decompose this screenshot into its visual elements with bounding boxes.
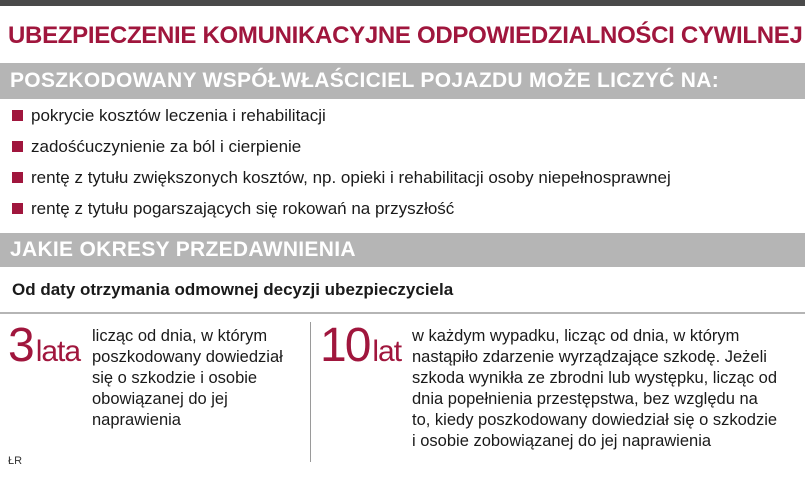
description-line: naprawienia [92,411,181,429]
list-item [12,193,671,224]
list-item [12,131,671,162]
period-number: 10 [320,319,370,372]
description-line: to, kiedy poszkodowany dowiedział się o szkodzie [412,411,778,429]
description-line: poszkodowany dowiedział [92,348,283,366]
period-value [320,319,402,372]
section1-heading: POSZKODOWANY WSPÓŁWŁAŚCICIEL POJAZDU MOŻE LICZYĆ NA: [0,63,805,99]
list-item-text: rentę z tytułu zwiększonych kosztów, np. opieki i rehabilitacji osoby niepełnosprawnej [31,168,671,187]
period-unit: lat [372,335,402,368]
description-line: się o szkodzie i osobie [92,369,258,387]
list-item-text: zadośćuczynienie za ból i cierpienie [31,137,302,156]
period-number: 3 [8,319,33,372]
top-bar [0,0,805,6]
list-item [12,162,671,193]
column-divider [310,322,311,462]
description-line: dnia popełnienia przestępstwa, bez względu na [412,390,758,408]
period-10-years [320,319,778,450]
main-title: UBEZPIECZENIE KOMUNIKACYJNE ODPOWIEDZIALNOŚCI CYWILNEJ [8,22,803,49]
period-unit: lata [35,335,81,368]
author-credit: ŁR [8,455,23,467]
section2-subheading: Od daty otrzymania odmownej decyzji ubezpieczyciela [12,280,454,299]
description-line: i osobie zobowiązanej do jej naprawienia [412,432,712,450]
bullet-square-icon [12,172,23,183]
period-3-years [8,319,283,429]
period-value [8,319,81,372]
period-description [412,326,777,452]
period-description [92,326,283,431]
list-item-text: rentę z tytułu pogarszających się rokowań na przyszłość [31,199,455,218]
description-line: w każdym wypadku, licząc od dnia, w którym [412,327,740,345]
divider-line [0,312,805,314]
description-line: licząc od dnia, w którym [92,327,268,345]
description-line: obowiązanej do jej [92,390,228,408]
bullet-square-icon [12,203,23,214]
section2-heading: JAKIE OKRESY PRZEDAWNIENIA [0,233,805,267]
bullet-square-icon [12,110,23,121]
list-item [12,100,671,131]
list-item-text: pokrycie kosztów leczenia i rehabilitacji [31,106,326,125]
benefits-list [12,100,671,224]
description-line: szkoda wynikła ze zbrodni lub występku, licząc od [412,369,778,387]
bullet-square-icon [12,141,23,152]
description-line: nastąpiło zdarzenie wyrządzające szkodę. Jeżeli [412,348,767,366]
